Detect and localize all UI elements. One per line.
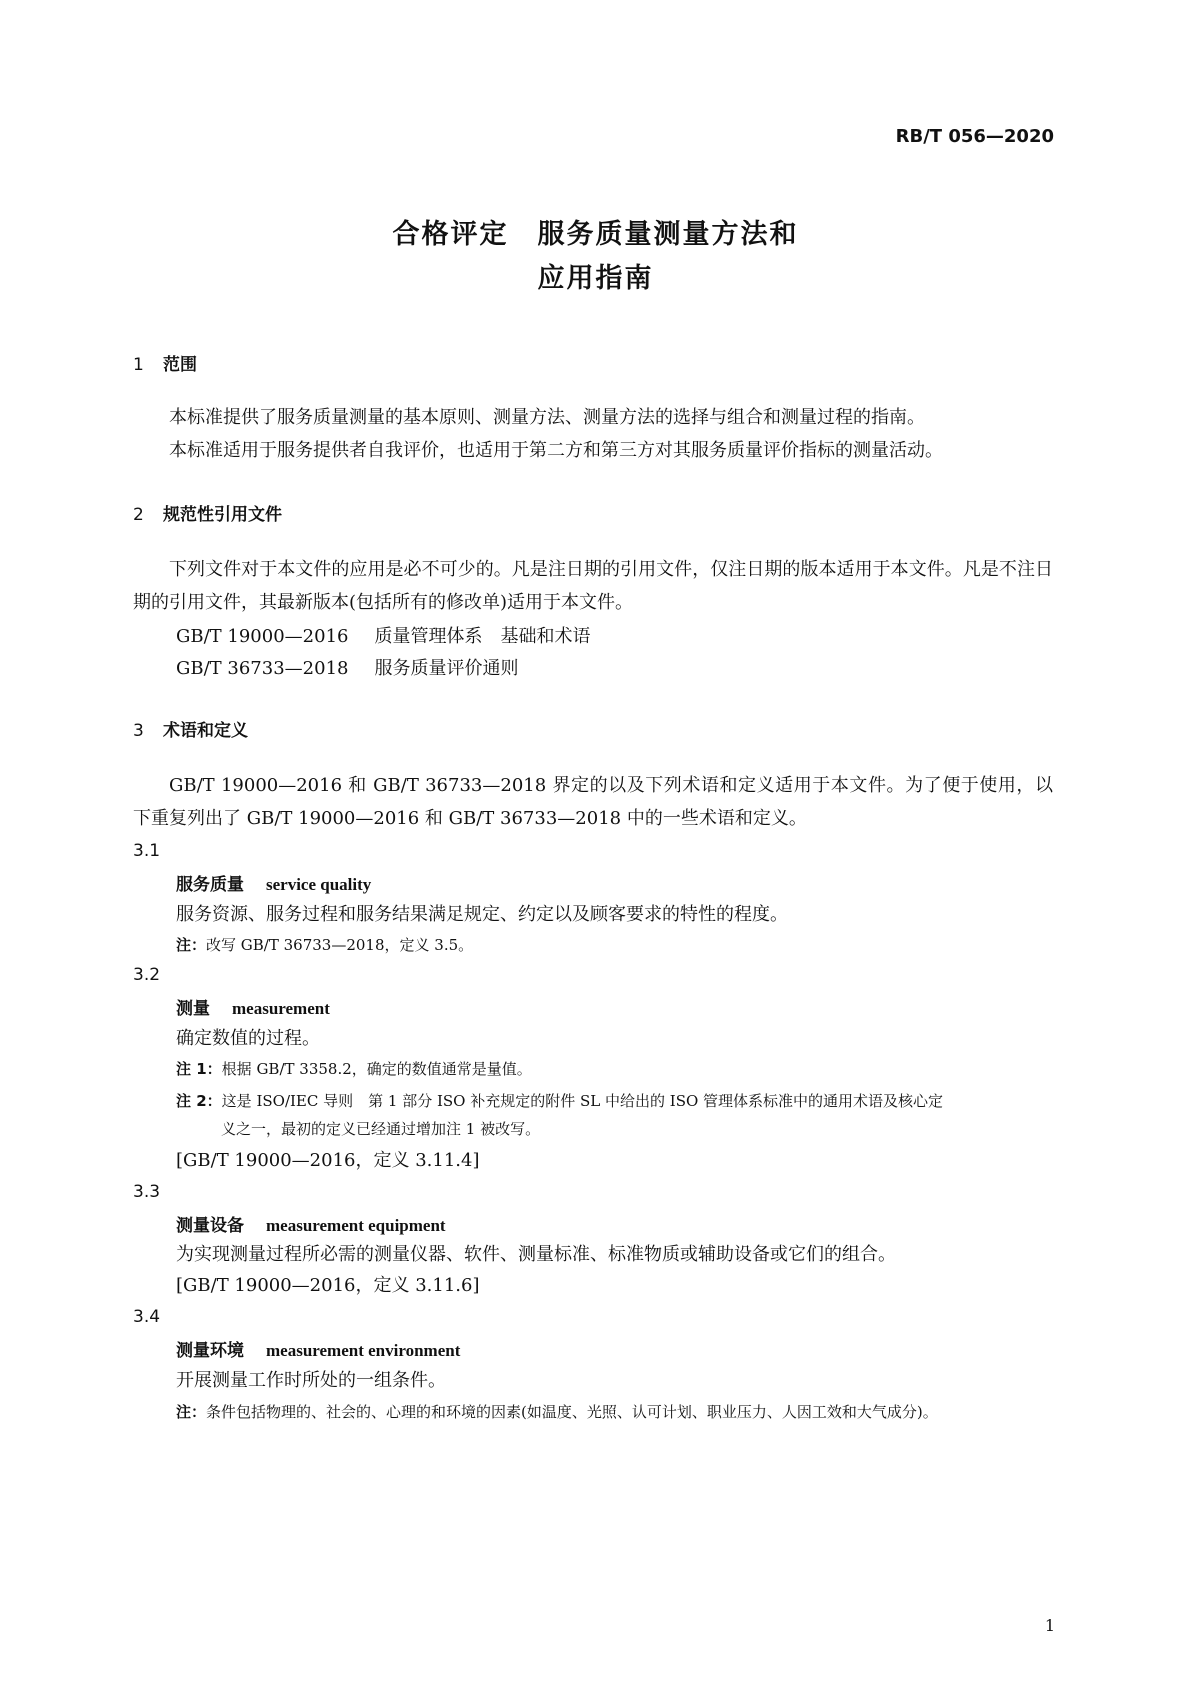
term-title-measurement-environment <box>176 1336 460 1361</box>
reference-code: GB/T 19000—2016 <box>176 626 349 647</box>
term-number: 3.2 <box>133 965 161 985</box>
scope-paragraph-1: 本标准提供了服务质量测量的基本原则、测量方法、测量方法的选择与组合和测量过程的指南。 <box>169 407 925 428</box>
term-en: measurement environment <box>266 1341 461 1360</box>
term-definition: 为实现测量过程所必需的测量仪器、软件、测量标准、标准物质或辅助设备或它们的组合。 <box>176 1244 896 1265</box>
term-title-measurement <box>176 994 330 1019</box>
standard-code: RB/T 056—2020 <box>895 126 1054 147</box>
note-text: 条件包括物理的、社会的、心理的和环境的因素(如温度、光照、认可计划、职业压力、人因工效和大气成分)。 <box>206 1403 938 1421</box>
term-source: [GB/T 19000—2016，定义 3.11.6] <box>176 1275 480 1296</box>
note-label: 注 1： <box>176 1060 222 1078</box>
term-title-service-quality <box>176 870 371 895</box>
section-number: 2 <box>133 505 144 525</box>
note-text: 这是 ISO/IEC 导则 第 1 部分 ISO 补充规定的附件 SL 中给出的 ISO 管理体系标准中的通用术语及核心定 <box>221 1092 944 1110</box>
note-label: 注： <box>176 1403 207 1421</box>
term-number: 3.3 <box>133 1182 161 1202</box>
section-number: 1 <box>133 355 144 375</box>
section-number: 3 <box>133 721 144 741</box>
term-en: measurement <box>232 999 330 1018</box>
reference-title: 服务质量评价通则 <box>374 658 519 679</box>
section-heading-terms <box>133 716 248 741</box>
term-zh: 服务质量 <box>176 875 244 895</box>
term-note <box>176 934 473 955</box>
term-note-2-continued: 义之一，最初的定义已经通过增加注 1 被改写。 <box>221 1120 541 1138</box>
section-heading-scope <box>133 350 197 375</box>
term-zh: 测量环境 <box>176 1341 244 1361</box>
reference-code: GB/T 36733—2018 <box>176 658 349 679</box>
reference-item <box>176 654 518 680</box>
section-title: 术语和定义 <box>163 721 248 741</box>
term-note <box>176 1401 938 1422</box>
scope-paragraph-2: 本标准适用于服务提供者自我评价，也适用于第二方和第三方对其服务质量评价指标的测量活动。 <box>169 440 943 461</box>
note-label: 注 2： <box>176 1092 222 1110</box>
note-label: 注： <box>176 936 207 954</box>
section-title: 范围 <box>163 355 197 375</box>
section-title: 规范性引用文件 <box>163 505 282 525</box>
document-title-line1: 合格评定 服务质量测量方法和 <box>392 219 799 250</box>
section-heading-normative-references <box>133 500 282 525</box>
reference-item <box>176 622 590 648</box>
term-note-1 <box>176 1058 532 1079</box>
term-note-2 <box>176 1090 943 1111</box>
term-title-measurement-equipment <box>176 1211 446 1236</box>
page-number: 1 <box>1044 1616 1055 1635</box>
note-text: 改写 GB/T 36733—2018，定义 3.5。 <box>206 936 474 954</box>
term-zh: 测量 <box>176 999 210 1019</box>
term-definition: 确定数值的过程。 <box>176 1028 320 1049</box>
document-title-line2: 应用指南 <box>537 263 654 294</box>
term-zh: 测量设备 <box>176 1216 244 1236</box>
term-en: measurement equipment <box>266 1216 446 1235</box>
reference-title: 质量管理体系 基础和术语 <box>374 626 591 647</box>
term-number: 3.1 <box>133 841 161 861</box>
term-number: 3.4 <box>133 1307 161 1327</box>
term-source: [GB/T 19000—2016，定义 3.11.4] <box>176 1150 480 1171</box>
term-en: service quality <box>266 875 372 894</box>
term-definition: 服务资源、服务过程和服务结果满足规定、约定以及顾客要求的特性的程度。 <box>176 904 788 925</box>
references-paragraph: 下列文件对于本文件的应用是必不可少的。凡是注日期的引用文件，仅注日期的版本适用于本文件。凡是不注日期的引用文件，其最新版本(包括所有的修改单)适用于本文件。 <box>133 559 1053 613</box>
terms-paragraph: GB/T 19000—2016 和 GB/T 36733—2018 界定的以及下列术语和定义适用于本文件。为了便于使用，以下重复列出了 GB/T 19000—2016 和 GB/T 36733—2018 中的一些术语和定义。 <box>133 775 1053 829</box>
note-text: 根据 GB/T 3358.2，确定的数值通常是量值。 <box>221 1060 532 1078</box>
term-definition: 开展测量工作时所处的一组条件。 <box>176 1370 446 1391</box>
